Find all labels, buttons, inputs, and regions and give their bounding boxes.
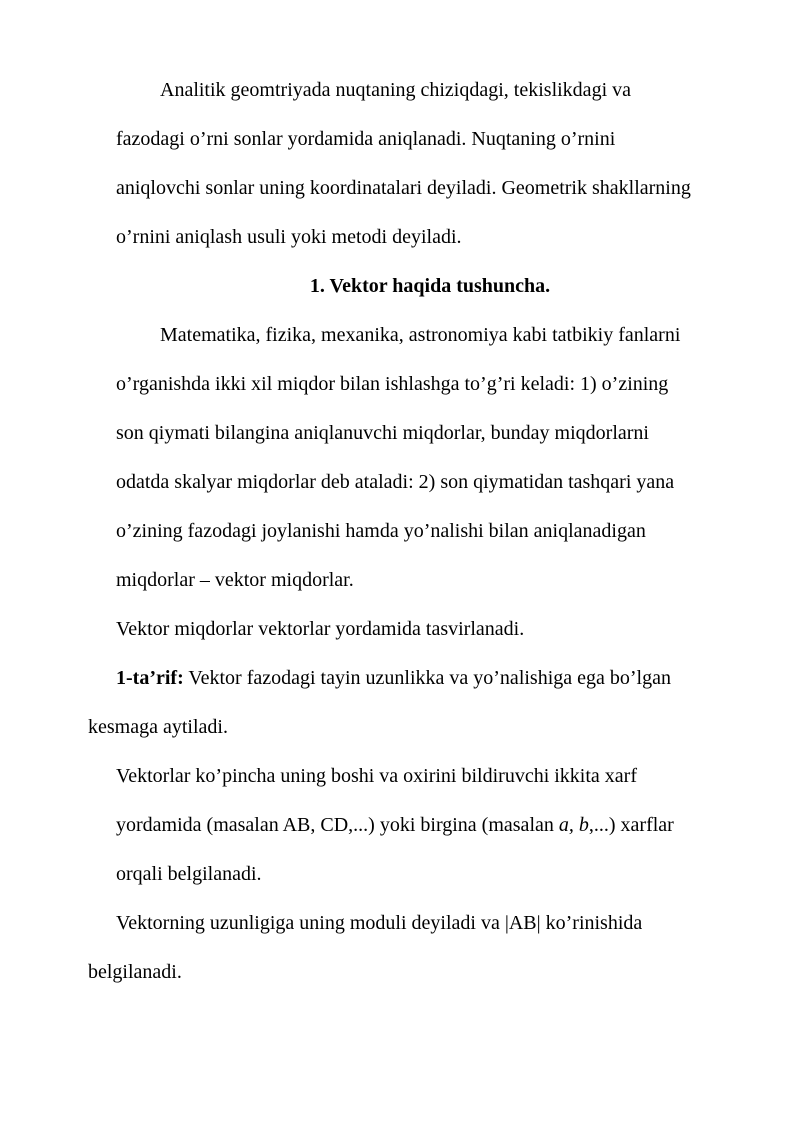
paragraph-4-line-2-start: yordamida (masalan AB, CD,...) yoki birgina (masalan (116, 814, 559, 836)
paragraph-4-line-2 (116, 813, 674, 837)
paragraph-1-line-4: o’rnini aniqlash usuli yoki metodi deyiladi. (116, 226, 462, 248)
paragraph-3: Vektor miqdorlar vektorlar yordamida tasvirlanadi. (116, 618, 525, 640)
paragraph-4-line-2-italic: a, b (558, 814, 589, 836)
paragraph-4-line-1: Vektorlar ko’pincha uning boshi va oxirini bildiruvchi ikkita xarf (116, 765, 637, 787)
paragraph-1-line-3: aniqlovchi sonlar uning koordinatalari deyiladi. Geometrik shakllarning (116, 177, 691, 199)
paragraph-2-line-5: o’zining fazodagi joylanishi hamda yo’nalishi bilan aniqlanadigan (116, 520, 646, 542)
definition-1-line-2: kesmaga aytiladi. (88, 716, 228, 738)
paragraph-5-line-2: belgilanadi. (88, 961, 182, 983)
definition-label: 1-ta’rif: (116, 667, 184, 689)
section-heading: 1. Vektor haqida tushuncha. (309, 275, 551, 297)
paragraph-2-line-4: odatda skalyar miqdorlar deb ataladi: 2) son qiymatidan tashqari yana (116, 471, 675, 493)
paragraph-2-line-1: Matematika, fizika, mexanika, astronomiya kabi tatbikiy fanlarni (160, 324, 681, 346)
paragraph-4-line-2-end: ,...) xarflar (588, 814, 674, 836)
paragraph-4-line-3: orqali belgilanadi. (116, 863, 262, 885)
definition-1-line-1 (116, 666, 671, 690)
paragraph-1-line-1: Analitik geomtriyada nuqtaning chiziqdagi, tekislikdagi va (160, 79, 631, 101)
paragraph-2-line-6: miqdorlar – vektor miqdorlar. (116, 569, 354, 591)
paragraph-2-line-3: son qiymati bilangina aniqlanuvchi miqdorlar, bunday miqdorlarni (116, 422, 649, 444)
paragraph-2-line-2: o’rganishda ikki xil miqdor bilan ishlashga to’g’ri keladi: 1) o’zining (116, 373, 669, 395)
paragraph-5-line-1: Vektorning uzunligiga uning moduli deyiladi va |AB| ko’rinishida (116, 912, 643, 934)
definition-text: Vektor fazodagi tayin uzunlikka va yo’nalishiga ega bo’lgan (183, 667, 671, 689)
paragraph-1-line-2: fazodagi o’rni sonlar yordamida aniqlanadi. Nuqtaning o’rnini (116, 128, 616, 150)
